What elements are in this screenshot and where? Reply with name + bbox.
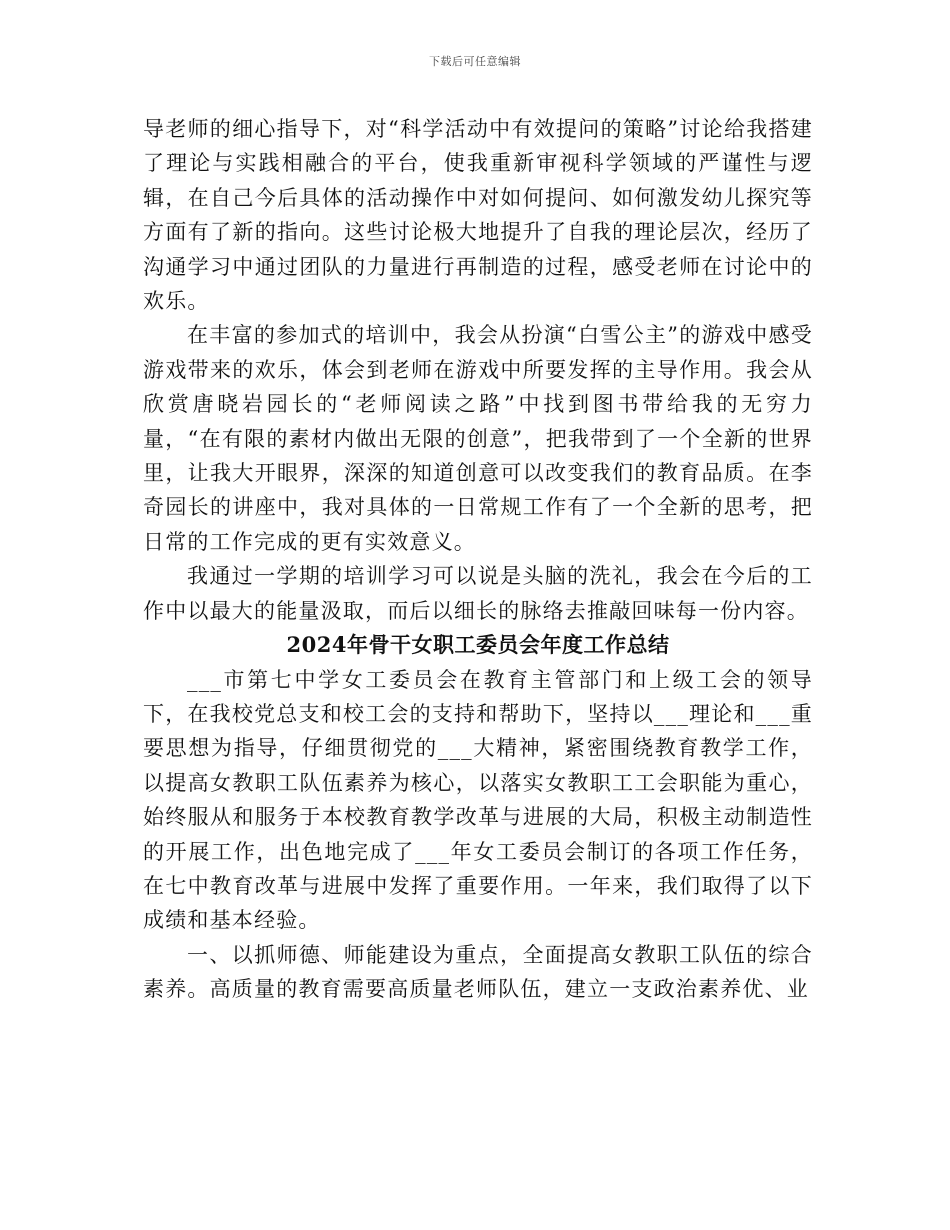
page-header: 下载后可任意编辑 [429,55,521,68]
paragraph: ___市第七中学女工委员会在教育主管部门和上级工会的领导下，在我校党总支和校工会的支持和帮助下，坚持以___理论和___重要思想为指导，仔细贯彻党的___大精神，紧密围绕教育教学工作，以提高女教职工队伍素养为核心，以落实女教职工工会职能为重心，始终服从和服务于本校教育教学改革与进展的大局，积极主动制造性的开展工作，出色地完成了___年女工委员会制订的各项工作任务，在七中教育改革与进展中发挥了重要作用。一年来，我们取得了以下成绩和基本经验。 [143,667,813,933]
paragraph: 一、以抓师德、师能建设为重点，全面提高女教职工队伍的综合素养。高质量的教育需要高质量老师队伍，建立一支政治素养优、业 [143,942,813,1002]
paragraph: 导老师的细心指导下，对“科学活动中有效提问的策略”讨论给我搭建了理论与实践相融合的平台，使我重新审视科学领域的严谨性与逻辑，在自己今后具体的活动操作中对如何提问、如何激发幼儿探究等方面有了新的指向。这些讨论极大地提升了自我的理论层次，经历了沟通学习中通过团队的力量进行再制造的过程，感受老师在讨论中的欢乐。 [143,117,813,314]
document-body [143,112,813,1007]
paragraph: 我通过一学期的培训学习可以说是头脑的洗礼，我会在今后的工作中以最大的能量汲取，而后以细长的脉络去推敲回味每一份内容。 [143,564,813,623]
paragraph: 在丰富的参加式的培训中，我会从扮演“白雪公主”的游戏中感受游戏带来的欢乐，体会到老师在游戏中所要发挥的主导作用。我会从欣赏唐晓岩园长的“老师阅读之路”中找到图书带给我的无穷力量，“在有限的素材内做出无限的创意”，把我带到了一个全新的世界里，让我大开眼界，深深的知道创意可以改变我们的教育品质。在李奇园长的讲座中，我对具体的一日常规工作有了一个全新的思考，把日常的工作完成的更有实效意义。 [143,323,813,554]
section-title: 2024年骨干女职工委员会年度工作总结 [286,632,670,658]
